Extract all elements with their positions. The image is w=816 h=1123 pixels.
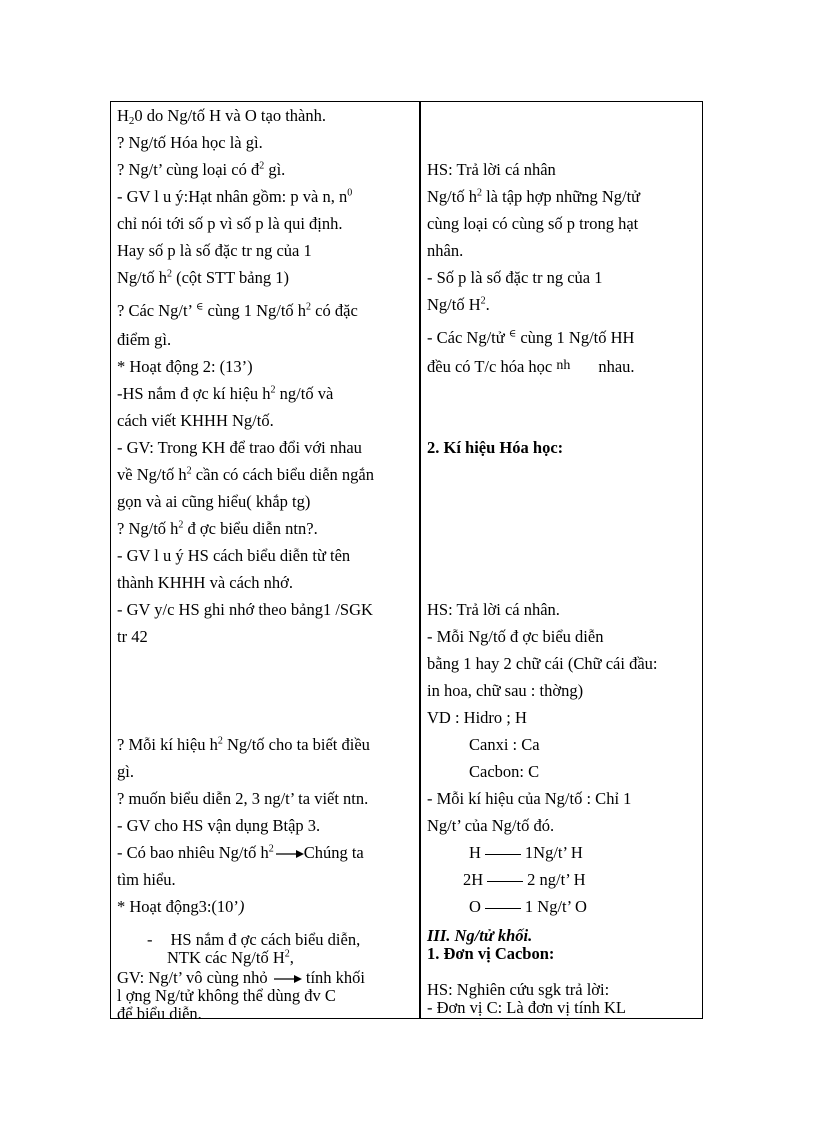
section-heading: III. Ng/tử khối. xyxy=(427,926,533,945)
text-line: - Đơn vị C: Là đơn vị tính KL xyxy=(427,998,626,1017)
text-line: -HS nắm đ ợc kí hiệu $h^2$ ng/tố và xyxy=(117,384,334,403)
text-line: cùng loại có cùng số p trong hạt xyxy=(427,214,639,233)
text-line: ? Mỗi kí hiệu $h^2$ Ng/tố cho ta biết điều xyxy=(117,735,370,754)
text-line: HS: Trả lời cá nhân xyxy=(427,160,556,179)
text-line: Ng/tố $h^2$ (cột STT bảng 1) xyxy=(117,268,289,287)
text-line: đều có T/c hóa học nh nhau. xyxy=(427,357,635,376)
text-line: Hay số p là số đặc tr ng của 1 xyxy=(117,241,312,260)
text-line: ? Ng/t’ cùng loại có $đ^2$ gì. xyxy=(117,160,286,179)
text-line: chỉ nói tới số p vì số p là qui định. xyxy=(117,214,343,233)
text-line: H 1Ng/t’ H xyxy=(469,843,583,862)
text-line: * Hoạt động 2: (13’) xyxy=(117,357,253,376)
student-activity-column xyxy=(427,102,699,1018)
text-line: Cacbon: C xyxy=(469,762,540,781)
section-heading: 1. Đơn vị Cacbon: xyxy=(427,944,555,963)
text-line: - Các Ng/tử ∈ cùng 1 Ng/tố HH xyxy=(427,328,635,347)
text-line: gọn và ai cũng hiểu( khắp tg) xyxy=(117,492,311,511)
text-line: l ợng Ng/tử không thể dùng đv C xyxy=(117,986,336,1005)
dash-line xyxy=(485,908,521,909)
arrow-right-icon xyxy=(272,973,302,985)
lesson-table xyxy=(110,101,703,1023)
text-line: ? Ng/tố Hóa học là gì. xyxy=(117,133,263,152)
text-line: in hoa, chữ sau : thờng) xyxy=(427,681,584,700)
text-line: ? Các Ng/t’ ∈ cùng 1 Ng/tố $h^2$ có đặc xyxy=(117,301,358,320)
section-heading: 2. Kí hiệu Hóa học: xyxy=(427,438,564,457)
text-line: VD : Hidro ; H xyxy=(427,708,527,727)
text-line: NTK các Ng/tố $H^2$, xyxy=(167,948,294,967)
text-line: thành KHHH và cách nhớ. xyxy=(117,573,293,592)
text-line: điểm gì. xyxy=(117,330,172,349)
text-line: - HS nắm đ ợc cách biểu diễn, xyxy=(147,930,361,949)
text-line: gì. xyxy=(117,762,134,781)
bullet-dash: - xyxy=(147,930,153,949)
text-line: về Ng/tố $h^2$ cần có cách biểu diễn ngắn xyxy=(117,465,375,484)
text-line: HS: Trả lời cá nhân. xyxy=(427,600,560,619)
text-line: Ng/tố $h^2$ là tập hợp những Ng/tử xyxy=(427,187,641,206)
text-line: - GV: Trong KH để trao đổi với nhau xyxy=(117,438,362,457)
text-line: Ng/tố $H^2$. xyxy=(427,295,490,314)
text-line: ? Ng/tố $h^2$ đ ợc biểu diễn ntn?. xyxy=(117,519,318,538)
dash-line xyxy=(485,854,521,855)
text-line: GV: Ng/t’ vô cùng nhỏ tính khối xyxy=(117,968,366,987)
text-line: - Có bao nhiêu Ng/tố $h^2$ Chúng ta xyxy=(117,843,364,862)
teacher-activity-column xyxy=(117,102,415,1023)
text-line: - GV y/c HS ghi nhớ theo bảng1 /SGK xyxy=(117,600,373,619)
text-line: O 1 Ng/t’ O xyxy=(469,897,587,916)
column-divider xyxy=(419,102,421,1018)
dash-line xyxy=(487,881,523,882)
text-line: tr 42 xyxy=(117,627,148,646)
text-line: - Mỗi kí hiệu của Ng/tố : Chỉ 1 xyxy=(427,789,632,808)
text-line: tìm hiểu. xyxy=(117,870,176,889)
text-line: - GV l u ý HS cách biểu diễn từ tên xyxy=(117,546,351,565)
arrow-right-icon xyxy=(274,848,304,860)
text-line: Canxi : Ca xyxy=(469,735,540,754)
text-line: - GV l u ý:Hạt nhân gồm: p và n, $n^0$ xyxy=(117,187,353,206)
text-line: để biểu diễn. xyxy=(117,1004,202,1023)
text-line: 2H 2 ng/t’ H xyxy=(463,870,586,889)
text-line: cách viết KHHH Ng/tố. xyxy=(117,411,274,430)
text-line: - GV cho HS vận dụng Btập 3. xyxy=(117,816,321,835)
text-line: - Mỗi Ng/tố đ ợc biểu diễn xyxy=(427,627,604,646)
text-line: - Số p là số đặc tr ng của 1 xyxy=(427,268,603,287)
text-line: ? muốn biểu diễn 2, 3 ng/t’ ta viết ntn. xyxy=(117,789,369,808)
text-line: * Hoạt động3:(10’) xyxy=(117,897,245,916)
text-line: bằng 1 hay 2 chữ cái (Chữ cái đầu: xyxy=(427,654,658,673)
text-line: nhân. xyxy=(427,241,464,260)
text-line: HS: Nghiên cứu sgk trả lời: xyxy=(427,980,610,999)
text-line: Ng/t’ của Ng/tố đó. xyxy=(427,816,555,835)
text-line: H20 do Ng/tố H và O tạo thành. xyxy=(117,106,326,127)
